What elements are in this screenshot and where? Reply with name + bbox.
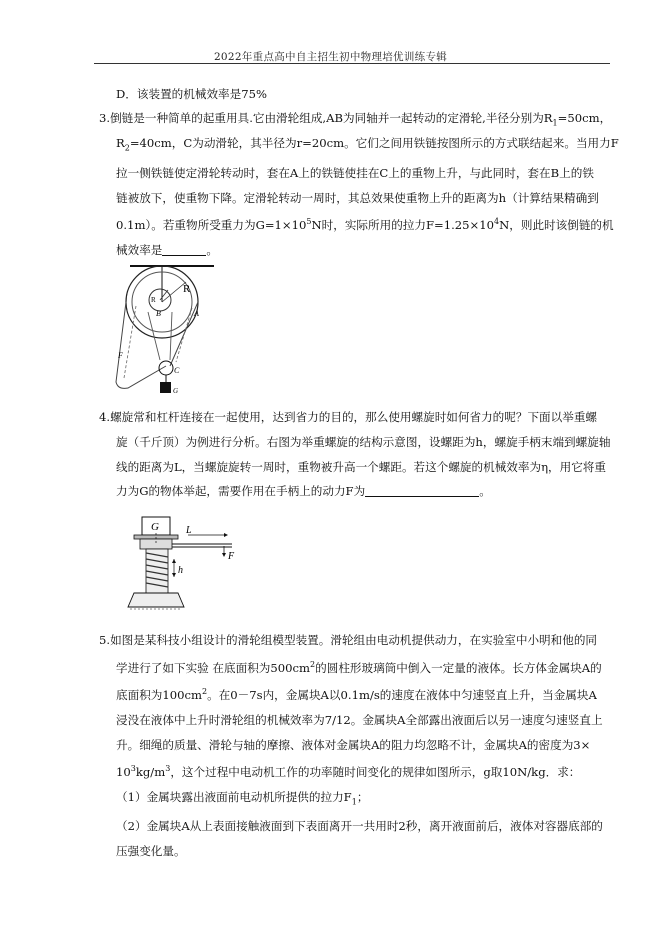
option-d: D．该装置的机械效率是75% <box>116 87 268 101</box>
chain-hoist-figure <box>110 262 250 394</box>
screw-jack-figure <box>120 515 240 615</box>
label-f: F <box>118 351 123 360</box>
label-f: F <box>228 551 235 562</box>
question-number: 5. <box>99 633 111 647</box>
label-r2: R <box>151 296 156 304</box>
label-r1: R <box>183 283 191 295</box>
question-5-body: 学进行了如下实验 在底面积为$500cm^2$的圆柱形玻璃筒中倒入一定量的液体。长方体金属块A的 底面积为$100cm^2$。在0－7s内，金属块A以0.1m/s的速度在液体中匀速竖直上升，当金属块A 浸没在液体中上升时滑轮组的机械效率为7/12。金属块A全部露出液面后以另一速度匀速竖直上 升。细绳的质量、滑轮与轴的摩擦、液体对金属块A的阻力均忽略不计，金属块A的密度为3× $10^3kg/m^3$，这个过程中电动机工作的功率随时间变化的规律如图所示，g取10N/kg．求： （1）金属块露出液面前电动机所提供的拉力$F_1$； （2）金属块A从上表面接触液面到下表面离开一共用时2秒，离开液面前后，液体对容器底部的 压强变化量。 <box>116 660 603 859</box>
question-number: 4. <box>99 410 111 424</box>
label-g: G <box>173 387 179 394</box>
question-5: 5.如图是某科技小组设计的滑轮组模型装置。滑轮组由电动机提供动力，在实验室中小明和他的同 <box>99 633 598 647</box>
question-4: 4.螺旋常和杠杆连接在一起使用，达到省力的目的，那么使用螺旋时如何省力的呢？下面以举重螺 <box>99 410 598 424</box>
page-header: 2022年重点高中自主招生初中物理培优训练专辑 <box>213 51 448 63</box>
label-c: C <box>174 366 180 375</box>
label-a: A <box>194 309 199 318</box>
label-l: L <box>186 525 192 536</box>
question-3-body: $R_2=40cm$，C为动滑轮，其半径为r=20cm。它们之间用铁链按图所示的方式联结起来。当用力F 拉一侧铁链使定滑轮转动时，套在A上的铁链使挂在C上的重物上升，与此同时，套在B上的铁 链被放下，使重物下降。定滑轮转动一周时，其总效果使重物上升的距离为h（计算结果精确到 0.1m）。若重物所受重力为$G=1\times 10^5N$时，实际所用的拉力$F=1.25\times 10^4N$，则此时该倒链的机 械效率是 。 <box>116 136 619 257</box>
header-rule <box>94 63 610 64</box>
question-4-body: 旋（千斤顶）为例进行分析。右图为举重螺旋的结构示意图，设螺距为h，螺旋手柄末端到螺旋轴 线的距离为L，当螺旋旋转一周时，重物被升高一个螺距。若这个螺旋的机械效率为η，用它将重 力为G的物体举起，需要作用在手柄上的动力F为 。 <box>116 435 611 499</box>
label-b: B <box>156 309 161 318</box>
label-g: G <box>151 521 159 533</box>
question-3: 3.倒链是一种简单的起重用具.它由滑轮组成,AB为同轴并一起转动的定滑轮,半径分别为$R_1=50cm$， <box>99 111 612 128</box>
answer-blank[interactable] <box>162 242 206 256</box>
label-h: h <box>178 565 183 576</box>
question-number: 3. <box>99 111 111 125</box>
answer-blank[interactable] <box>365 483 479 497</box>
